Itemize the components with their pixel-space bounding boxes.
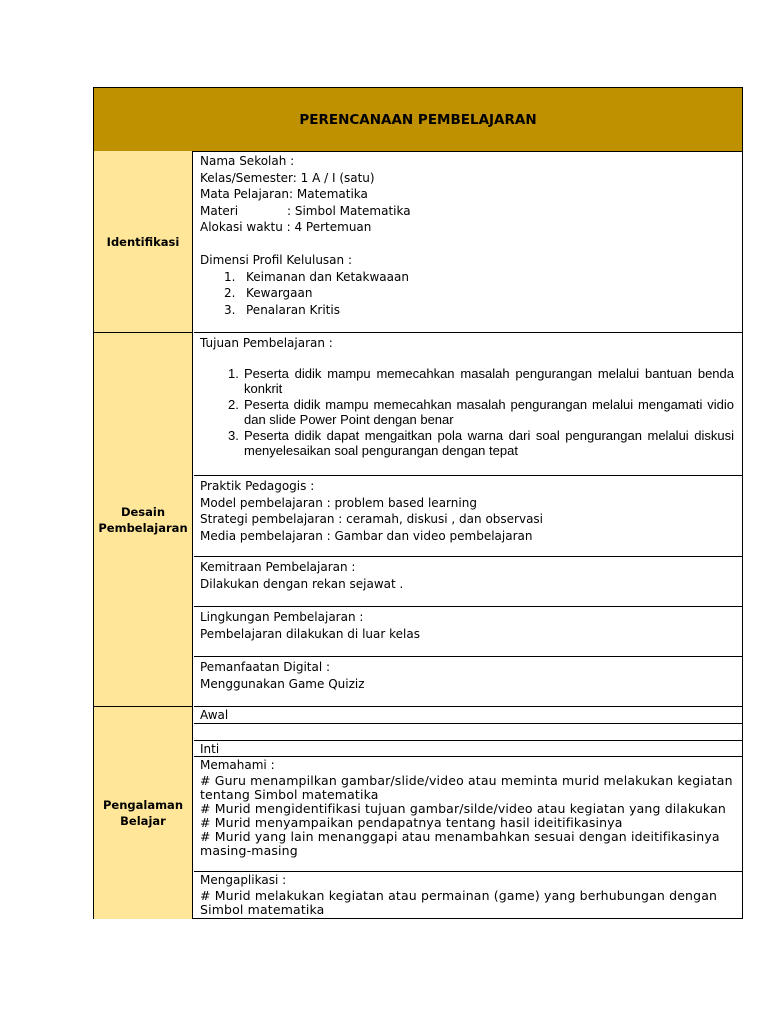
materi-key: Materi [200, 203, 239, 218]
list-item [200, 397, 734, 428]
list-text: Peserta didik mampu memecahkan masalah pengurangan melalui mengamati vidio dan slide Power Point dengan benar [244, 396, 734, 427]
list-text: Peserta didik dapat mengaitkan pola warna dari soal pengurangan melalui diskusi menyelesaikan soal pengurangan dengan tepat [244, 427, 734, 458]
spacer [200, 236, 734, 253]
tujuan-title: Tujuan Pembelajaran : [200, 336, 333, 350]
label-identifikasi [94, 151, 193, 333]
kemitraan-text: Dilakukan dengan rekan sejawat . [200, 576, 404, 591]
label-desain-text [98, 504, 187, 536]
list-number: 3. [228, 427, 239, 443]
tujuan-list [200, 366, 734, 459]
list-item: # Murid mengidentifikasi tujuan gambar/silde/video atau kegiatan yang dilakukan [200, 800, 726, 816]
list-item: # Murid melakukan kegiatan atau permainan (game) yang berhubungan dengan Simbol matematika [200, 887, 718, 917]
mengaplikasi-list [200, 889, 734, 917]
list-text: Penalaran Kritis [246, 302, 340, 317]
list-item: # Murid yang lain menanggapi atau menambahkan sesuai dengan ideitifikasinya masing-masing [200, 828, 720, 858]
list-item: # Guru menampilkan gambar/slide/video atau meminta murid melakukan kegiatan tentang Simbol matematika [200, 772, 733, 802]
kemitraan-title: Kemitraan Pembelajaran : [200, 560, 356, 574]
list-item [200, 302, 734, 319]
model-pembelajaran: Model pembelajaran : problem based learning [200, 495, 477, 510]
label-line: Pembelajaran [98, 520, 188, 535]
identifikasi-cell [194, 151, 742, 333]
digital-title: Pemanfaatan Digital : [200, 660, 331, 674]
materi-value: : Simbol Matematika [287, 203, 411, 218]
list-number: 3. [224, 302, 236, 317]
list-number: 2. [224, 286, 236, 300]
lesson-plan-table [93, 87, 743, 919]
inti-label: Inti [200, 742, 220, 756]
label-line: Belajar [120, 814, 166, 828]
inti-cell [194, 741, 742, 757]
lingkungan-cell [194, 607, 742, 657]
memahami-title: Memahami : [200, 758, 275, 772]
label-line: Pengalaman [102, 798, 184, 812]
table-title: PERENCANAAN PEMBELAJARAN [94, 88, 742, 152]
awal-label: Awal [200, 708, 229, 722]
media-pembelajaran: Media pembelajaran : Gambar dan video pembelajaran [200, 528, 533, 543]
list-text: Peserta didik mampu memecahkan masalah pengurangan melalui bantuan benda konkrit [244, 365, 734, 396]
list-item [200, 285, 734, 302]
dimensi-title: Dimensi Profil Kelulusan : [200, 253, 352, 267]
memahami-list [200, 774, 734, 858]
label-pengalaman-text [103, 797, 183, 829]
memahami-cell [194, 757, 742, 872]
strategi-pembelajaran: Strategi pembelajaran : ceramah, diskusi , dan observasi [200, 512, 544, 526]
awal-cell [194, 707, 742, 724]
nama-sekolah: Nama Sekolah : [200, 154, 295, 168]
lingkungan-text: Pembelajaran dilakukan di luar kelas [200, 626, 420, 641]
tujuan-cell [194, 333, 742, 476]
list-text: Kewargaan [246, 286, 313, 300]
label-line: Desain [120, 504, 166, 519]
praktik-title: Praktik Pedagogis : [200, 479, 315, 493]
digital-text: Menggunakan Game Quiziz [200, 676, 365, 691]
mengaplikasi-cell [194, 872, 742, 918]
list-number: 1. [228, 365, 239, 381]
digital-cell [194, 657, 742, 707]
kelas-semester: Kelas/Semester: 1 A / I (satu) [200, 170, 375, 185]
alokasi-waktu: Alokasi waktu : 4 Pertemuan [200, 220, 372, 234]
list-text: Keimanan dan Ketakwaaan [246, 269, 409, 284]
list-item: # Murid menyampaikan pendapatnya tentang hasil ideitifikasinya [200, 814, 623, 830]
label-pengalaman [94, 707, 193, 919]
list-item [200, 269, 734, 286]
list-item [200, 366, 734, 397]
empty-cell [194, 724, 742, 741]
label-identifikasi-text: Identifikasi [106, 234, 180, 249]
list-number: 2. [228, 396, 239, 412]
mengaplikasi-title: Mengaplikasi : [200, 873, 287, 887]
list-item [200, 428, 734, 459]
praktik-cell [194, 476, 742, 557]
list-number: 1. [224, 269, 236, 284]
label-desain [94, 333, 193, 707]
materi [200, 203, 734, 220]
mata-pelajaran: Mata Pelajaran: Matematika [200, 187, 368, 201]
dimensi-list [200, 269, 734, 319]
lingkungan-title: Lingkungan Pembelajaran : [200, 610, 364, 624]
kemitraan-cell [194, 557, 742, 607]
